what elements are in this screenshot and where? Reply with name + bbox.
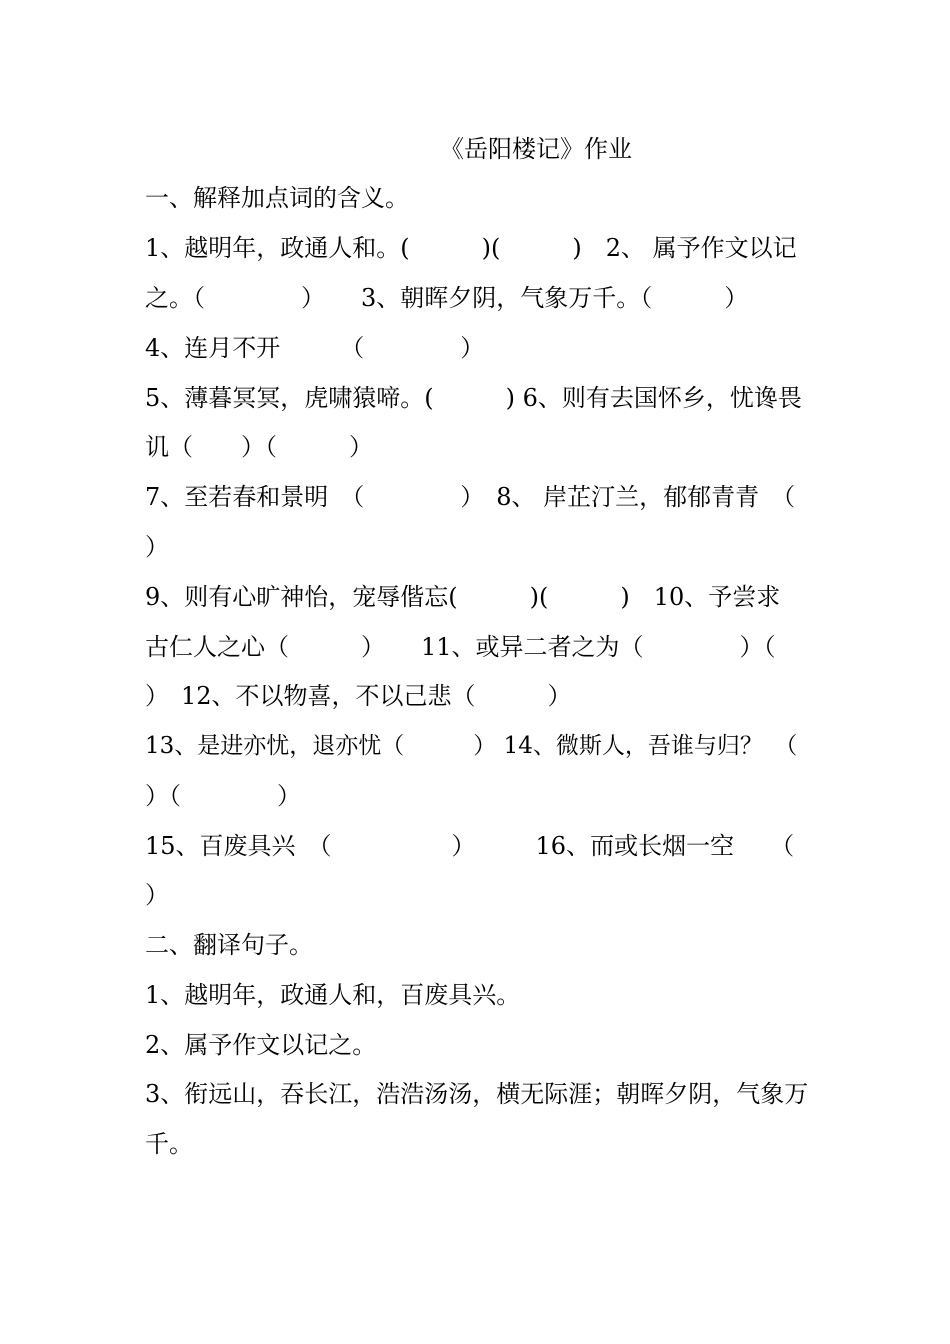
question-line: 1、越明年，政通人和。( )( ) 2、 属予作文以记 [145,234,797,262]
page-title: 《岳阳楼记》作业 [440,135,632,163]
question-line: 13、是进亦忧，退亦忧（ ） 14、微斯人，吾谁与归？ （ [145,733,798,759]
question-line: 古仁人之心（ ） 11、或异二者之为（ ）（ [145,633,776,661]
translation-line: 1、越明年，政通人和，百废具兴。 [145,981,521,1009]
question-line: 之。（ ） 3、朝晖夕阴，气象万千。（ ） [145,284,749,312]
translation-line: 千。 [145,1130,193,1158]
question-line: ） [145,881,169,909]
question-line: 9、则有心旷神怡，宠辱偕忘( )( ) 10、予尝求 [145,583,781,611]
question-line: 讥（ ）（ ） [145,433,373,461]
section-heading-1: 一、解释加点词的含义。 [145,184,409,212]
question-line: ）（ ） [145,782,301,810]
translation-line: 2、属予作文以记之。 [145,1031,377,1059]
section-heading-2: 二、翻译句子。 [145,931,313,959]
question-line: 7、至若春和景明 （ ） 8、 岸芷汀兰，郁郁青青 （ [145,483,796,511]
question-line: 15、百废具兴 （ ） 16、而或长烟一空 （ [145,832,795,860]
question-line: ） [145,533,169,561]
translation-line: 3、衔远山，吞长江，浩浩汤汤，横无际涯；朝晖夕阴，气象万 [145,1080,809,1108]
question-line: 5、薄暮冥冥，虎啸猿啼。( ) 6、则有去国怀乡，忧谗畏 [145,384,802,412]
question-line: ） 12、不以物喜，不以己悲（ ） [145,682,572,710]
question-line: 4、连月不开 （ ） [145,334,485,362]
